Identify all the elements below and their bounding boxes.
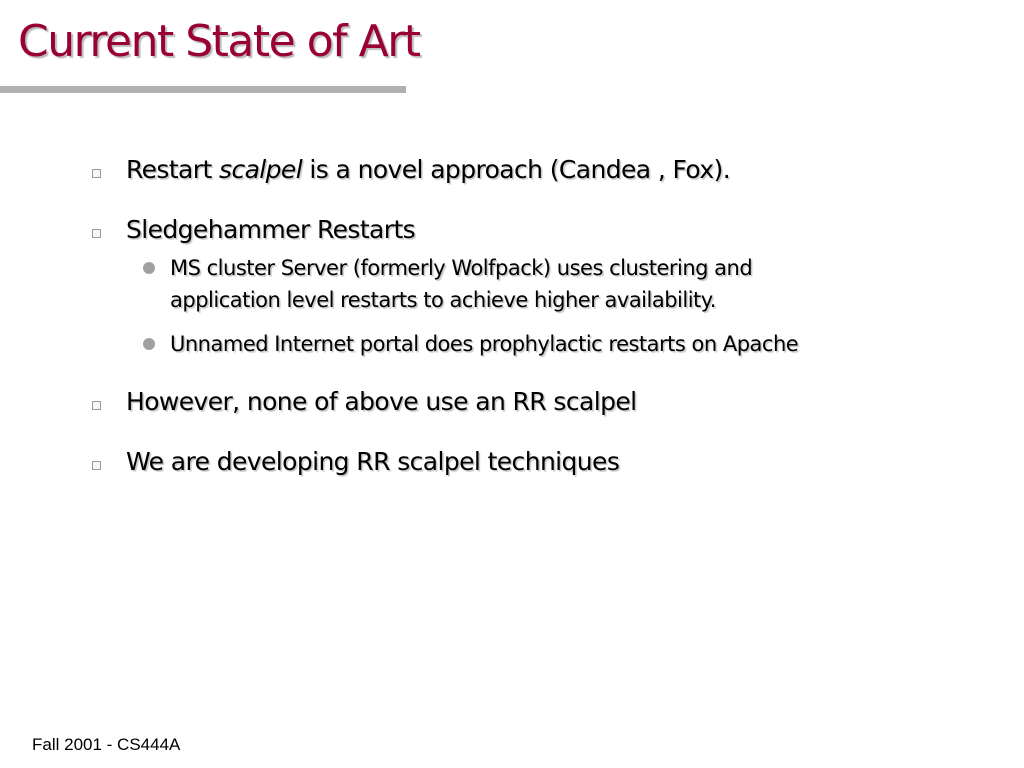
slide-footer: Fall 2001 - CS444A — [32, 735, 181, 754]
bullet-item-2 — [90, 212, 990, 248]
bullet-text: Sledgehammer Restarts — [126, 215, 416, 244]
title-underline-rule — [0, 86, 406, 93]
bullet-item-4 — [90, 444, 990, 480]
slide-title: Current State of Art — [18, 16, 420, 67]
sub-bullet-item-1 — [90, 252, 850, 316]
bullet-text-prefix: Restart — [126, 155, 220, 184]
bullet-text: However, none of above use an RR scalpel — [126, 387, 637, 416]
square-bullet-icon — [92, 169, 101, 178]
round-bullet-icon — [143, 262, 155, 274]
square-bullet-icon — [92, 461, 101, 470]
bullet-text-suffix: is a novel approach (Candea , Fox). — [302, 155, 731, 184]
square-bullet-icon — [92, 401, 101, 410]
sub-bullet-text: Unnamed Internet portal does prophylactic restarts on Apache — [170, 332, 799, 356]
square-bullet-icon — [92, 229, 101, 238]
bullet-item-3 — [90, 384, 990, 420]
bullet-text: We are developing RR scalpel techniques — [126, 447, 620, 476]
bullet-item-1 — [90, 152, 990, 188]
sub-bullet-item-2 — [90, 328, 990, 360]
round-bullet-icon — [143, 338, 155, 350]
sub-bullet-text: MS cluster Server (formerly Wolfpack) uses clustering and application level restarts to achieve higher availability. — [170, 256, 753, 312]
bullet-text-emphasis: scalpel — [219, 155, 303, 184]
bullet-list — [90, 152, 990, 480]
